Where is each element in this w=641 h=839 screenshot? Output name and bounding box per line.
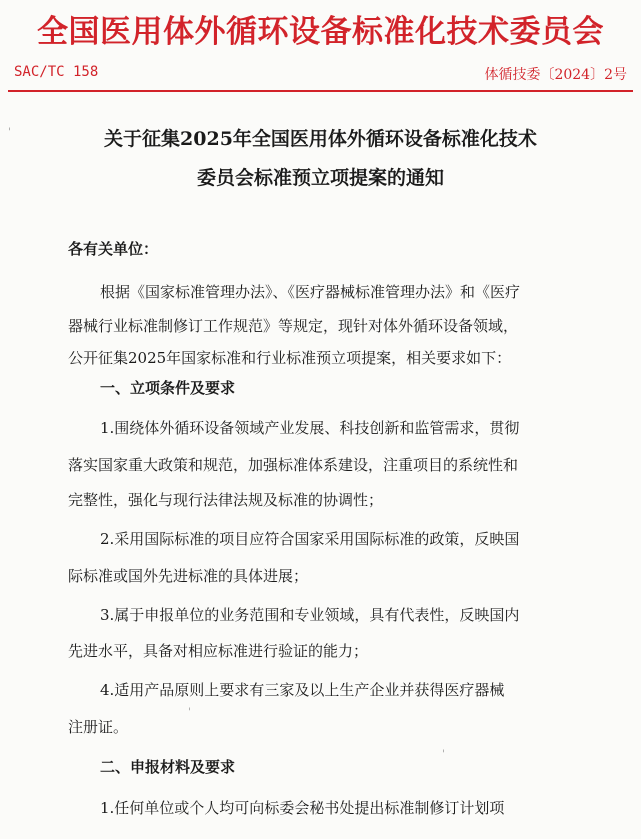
red-divider <box>8 90 633 92</box>
intro-line-2: 器械行业标准制修订工作规范》等规定，现针对体外循环设备领域， <box>68 317 519 335</box>
item-2-line-1: 2.采用国际标准的项目应符合国家采用国际标准的政策，反映国 <box>100 530 520 548</box>
item-1-line-2: 落实国家重大政策和规范，加强标准体系建设，注重项目的系统性和 <box>68 456 519 474</box>
item-3-line-1: 3.属于申报单位的业务范围和专业领域，具有代表性，反映国内 <box>100 606 520 624</box>
item-4-line-1: 4.适用产品原则上要求有三家及以上生产企业并获得医疗器械 <box>100 681 505 699</box>
item-1-line-1: 1.围绕体外循环设备领域产业发展、科技创新和监管需求，贯彻 <box>100 419 520 437</box>
item-1-line-3: 完整性，强化与现行法律法规及标准的协调性； <box>68 491 384 509</box>
section-1-heading: 一、立项条件及要求 <box>100 379 236 397</box>
notice-title-line-1: 关于征集2025年全国医用体外循环设备标准化技术 <box>104 128 537 150</box>
notice-title-line-2: 委员会标准预立项提案的通知 <box>196 167 444 189</box>
intro-line-1: 根据《国家标准管理办法》、《医疗器械标准管理办法》和《医疗 <box>100 283 521 301</box>
item-2-line-2: 际标准或国外先进标准的具体进展； <box>68 567 309 585</box>
item-3-line-2: 先进水平，具备对相应标准进行验证的能力； <box>68 642 369 660</box>
section-2-heading: 二、申报材料及要求 <box>100 758 236 776</box>
salutation: 各有关单位： <box>68 240 159 258</box>
scan-speck: ' <box>188 707 191 718</box>
org-title: 全国医用体外循环设备标准化技术委员会 <box>37 14 604 50</box>
item-5-line-1: 1.任何单位或个人均可向标委会秘书处提出标准制修订计划项 <box>100 799 505 817</box>
item-4-line-2: 注册证。 <box>68 718 129 736</box>
committee-code: SAC/TC 158 <box>14 64 99 80</box>
intro-line-3: 公开征集2025年国家标准和行业标准预立项提案，相关要求如下： <box>68 349 512 367</box>
scan-speck: ' <box>8 127 11 138</box>
document-number: 体循技委〔2024〕2号 <box>484 67 627 83</box>
scan-speck: ' <box>442 749 445 760</box>
